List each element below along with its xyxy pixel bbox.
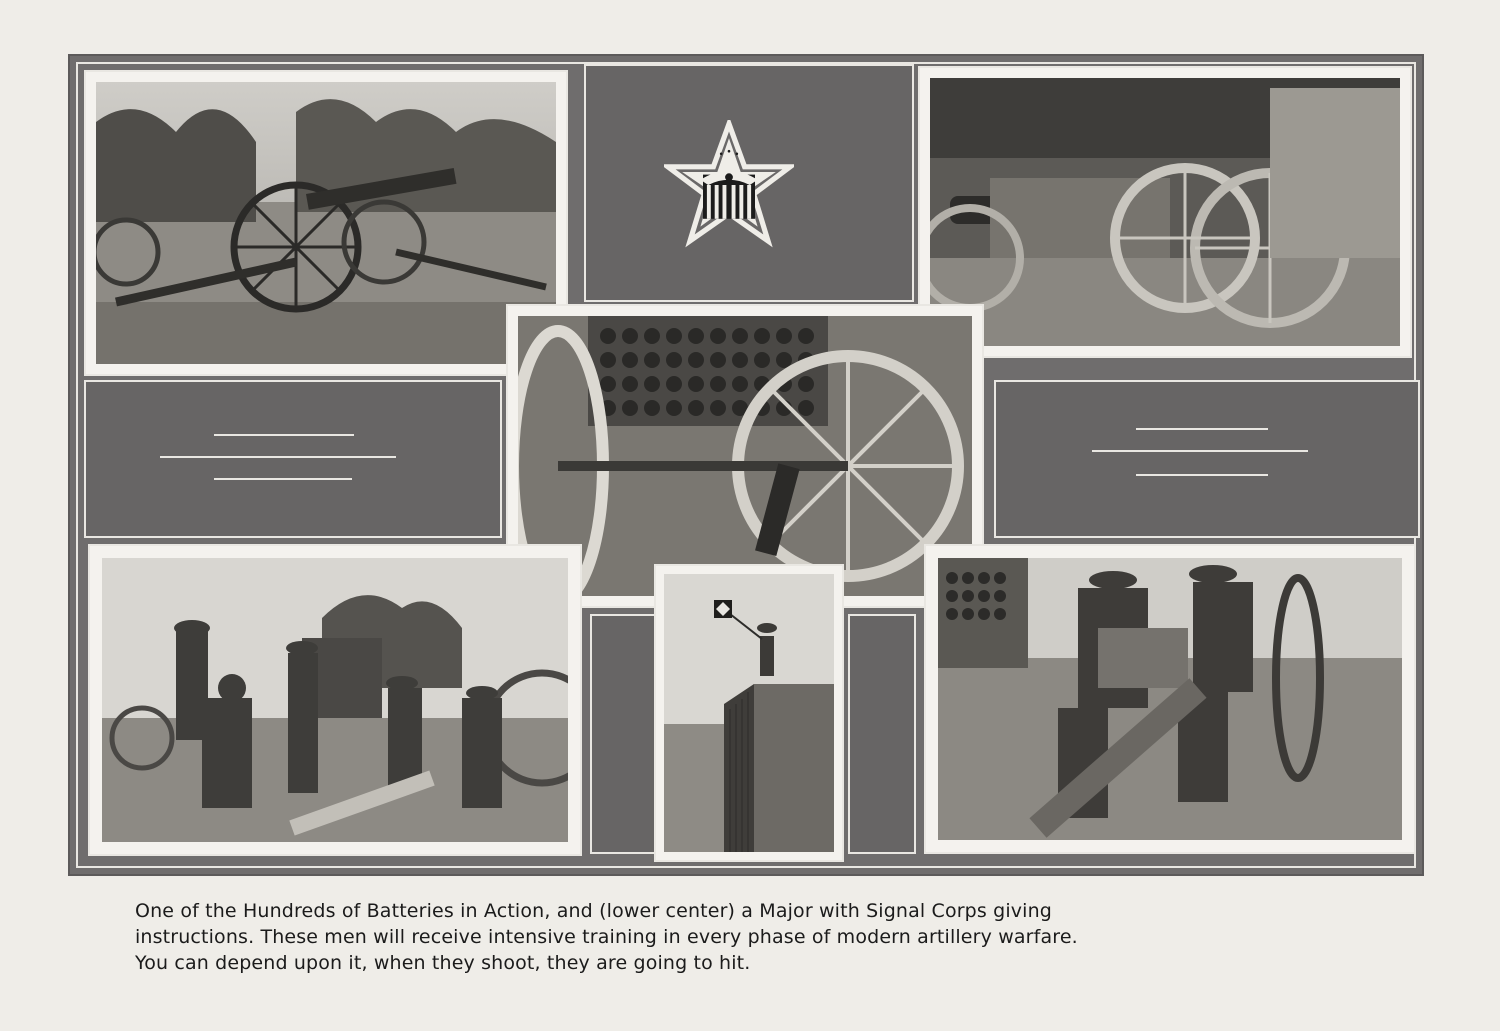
caption-line-2: instructions. These men will receive intensive training in every phase of modern artillery warfare. [135, 926, 1078, 948]
panel-rule [1092, 450, 1308, 452]
right-blank-panel [994, 380, 1420, 538]
left-blank-panel [84, 380, 502, 538]
panel-rule [1136, 474, 1268, 476]
panel-rule [160, 456, 396, 458]
star-shield-eagle-icon [664, 120, 794, 250]
lower-right-strip [848, 614, 916, 854]
photo-board [68, 54, 1424, 876]
gun-loading-photo [926, 546, 1414, 852]
field-gun-photo [86, 72, 566, 374]
field-gun-closeup-photo [920, 68, 1410, 356]
page-caption [135, 898, 1385, 976]
caption-line-3: You can depend upon it, when they shoot, they are going to hit. [135, 952, 751, 974]
gun-crew-photo [90, 546, 580, 854]
panel-rule [214, 478, 352, 480]
caption-line-1: One of the Hundreds of Batteries in Action, and (lower center) a Major with Signal Corps giving [135, 900, 1052, 922]
panel-rule [214, 434, 354, 436]
panel-rule [1136, 428, 1268, 430]
emblem-panel [584, 64, 914, 302]
lower-left-strip [590, 614, 656, 854]
signal-corps-photo [656, 566, 842, 860]
